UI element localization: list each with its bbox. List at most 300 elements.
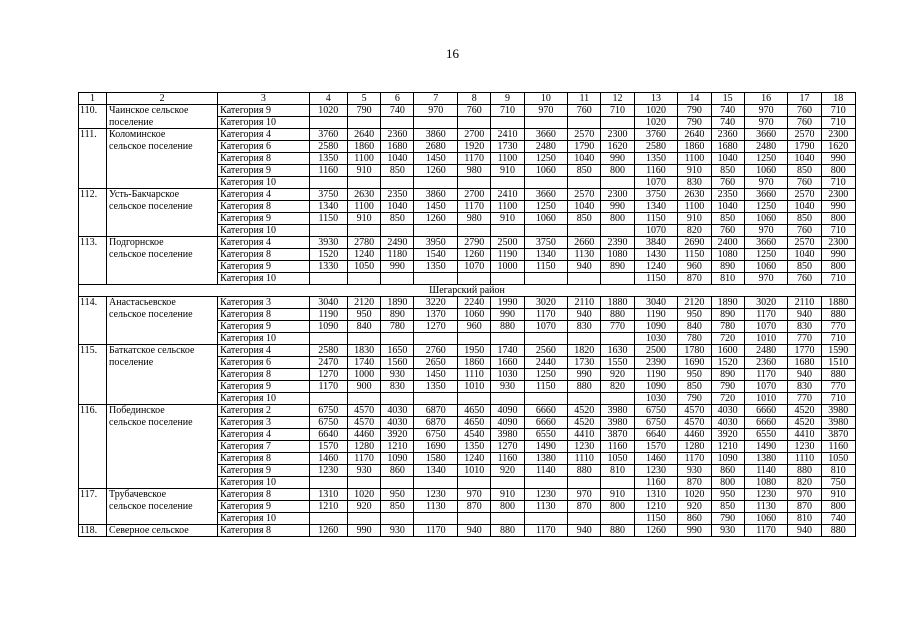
value-cell: 880	[491, 321, 524, 333]
value-cell: 780	[711, 321, 744, 333]
value-cell: 1560	[381, 357, 414, 369]
value-cell: 710	[601, 105, 634, 117]
value-cell: 850	[711, 213, 744, 225]
value-cell	[348, 477, 381, 489]
value-cell: 1380	[744, 453, 788, 465]
value-cell: 1050	[601, 453, 634, 465]
header-cell: 15	[711, 93, 744, 105]
table-row	[79, 309, 856, 321]
value-cell: 790	[348, 105, 381, 117]
value-cell: 1350	[634, 153, 678, 165]
value-cell: 870	[788, 501, 821, 513]
row-number	[79, 357, 107, 369]
value-cell: 2780	[348, 237, 381, 249]
value-cell	[601, 513, 634, 525]
value-cell: 1130	[414, 501, 458, 513]
value-cell: 6640	[309, 429, 347, 441]
value-cell	[348, 513, 381, 525]
value-cell: 1190	[491, 249, 524, 261]
value-cell: 1450	[414, 153, 458, 165]
settlement-name	[107, 225, 218, 237]
value-cell: 990	[601, 153, 634, 165]
value-cell	[601, 225, 634, 237]
value-cell: 3920	[381, 429, 414, 441]
value-cell: 3660	[744, 129, 788, 141]
header-cell: 4	[309, 93, 347, 105]
value-cell: 2650	[414, 357, 458, 369]
value-cell: 1000	[348, 369, 381, 381]
value-cell: 2660	[568, 237, 601, 249]
value-cell: 890	[601, 261, 634, 273]
value-cell: 1350	[458, 441, 491, 453]
value-cell: 4090	[491, 405, 524, 417]
value-cell: 910	[348, 165, 381, 177]
value-cell: 770	[601, 321, 634, 333]
value-cell: 850	[381, 165, 414, 177]
table-row	[79, 453, 856, 465]
value-cell: 760	[568, 105, 601, 117]
value-cell	[524, 177, 568, 189]
value-cell: 1880	[601, 297, 634, 309]
settlement-name: Чаинское сельское	[107, 105, 218, 117]
value-cell: 1090	[381, 453, 414, 465]
value-cell: 950	[381, 489, 414, 501]
table-row	[79, 393, 856, 405]
value-cell: 1350	[414, 261, 458, 273]
value-cell: 940	[568, 309, 601, 321]
table-row	[79, 333, 856, 345]
value-cell: 1340	[414, 465, 458, 477]
value-cell: 760	[788, 273, 821, 285]
value-cell: 4570	[678, 405, 711, 417]
value-cell: 3660	[744, 237, 788, 249]
value-cell: 1230	[568, 441, 601, 453]
value-cell	[601, 117, 634, 129]
value-cell: 1250	[524, 201, 568, 213]
value-cell: 1150	[524, 261, 568, 273]
category-cell: Категория 9	[218, 165, 309, 177]
value-cell: 840	[678, 321, 711, 333]
row-number	[79, 117, 107, 129]
value-cell: 880	[601, 309, 634, 321]
category-cell: Категория 3	[218, 297, 309, 309]
header-cell: 9	[491, 93, 524, 105]
value-cell: 1990	[491, 297, 524, 309]
value-cell: 930	[678, 465, 711, 477]
table-row	[79, 225, 856, 237]
table-row	[79, 465, 856, 477]
value-cell: 1230	[524, 489, 568, 501]
row-number: 114.	[79, 297, 107, 309]
value-cell: 970	[524, 105, 568, 117]
value-cell	[491, 333, 524, 345]
value-cell: 1060	[458, 309, 491, 321]
value-cell: 1040	[568, 153, 601, 165]
value-cell: 990	[348, 525, 381, 537]
row-number	[79, 141, 107, 153]
value-cell: 3020	[744, 297, 788, 309]
value-cell: 1620	[821, 141, 855, 153]
row-number	[79, 261, 107, 273]
value-cell: 990	[568, 369, 601, 381]
value-cell: 1140	[744, 465, 788, 477]
value-cell: 2690	[678, 237, 711, 249]
value-cell: 1150	[634, 213, 678, 225]
value-cell	[601, 333, 634, 345]
value-cell	[491, 513, 524, 525]
value-cell: 880	[568, 381, 601, 393]
value-cell: 880	[491, 525, 524, 537]
category-cell: Категория 9	[218, 321, 309, 333]
value-cell: 910	[678, 213, 711, 225]
value-cell	[348, 117, 381, 129]
value-cell: 1680	[711, 141, 744, 153]
value-cell: 1130	[568, 249, 601, 261]
row-number: 112.	[79, 189, 107, 201]
value-cell: 1160	[634, 165, 678, 177]
value-cell: 3980	[821, 405, 855, 417]
row-number	[79, 201, 107, 213]
value-cell	[491, 177, 524, 189]
value-cell: 760	[788, 225, 821, 237]
value-cell: 740	[711, 105, 744, 117]
value-cell: 1740	[491, 345, 524, 357]
value-cell: 1030	[491, 369, 524, 381]
category-cell: Категория 9	[218, 105, 309, 117]
value-cell: 970	[568, 489, 601, 501]
value-cell	[348, 273, 381, 285]
value-cell: 3950	[414, 237, 458, 249]
value-cell: 770	[821, 381, 855, 393]
value-cell: 710	[821, 177, 855, 189]
value-cell: 880	[788, 465, 821, 477]
value-cell: 760	[788, 117, 821, 129]
value-cell: 1260	[309, 525, 347, 537]
value-cell: 6660	[744, 405, 788, 417]
value-cell: 980	[458, 213, 491, 225]
settlement-name: сельское поселение	[107, 201, 218, 213]
value-cell: 1060	[524, 213, 568, 225]
value-cell: 1280	[348, 441, 381, 453]
value-cell	[458, 513, 491, 525]
header-cell: 14	[678, 93, 711, 105]
value-cell	[381, 225, 414, 237]
value-cell: 2410	[491, 129, 524, 141]
value-cell: 940	[458, 525, 491, 537]
value-cell: 970	[744, 177, 788, 189]
value-cell: 1260	[458, 249, 491, 261]
header-cell: 7	[414, 93, 458, 105]
category-cell: Категория 4	[218, 189, 309, 201]
value-cell	[524, 273, 568, 285]
value-cell: 930	[491, 381, 524, 393]
row-number	[79, 177, 107, 189]
value-cell	[458, 273, 491, 285]
value-cell: 1110	[788, 453, 821, 465]
value-cell: 1570	[309, 441, 347, 453]
value-cell: 2500	[634, 345, 678, 357]
value-cell: 810	[788, 513, 821, 525]
value-cell: 1170	[744, 309, 788, 321]
value-cell: 4650	[458, 405, 491, 417]
row-number: 111.	[79, 129, 107, 141]
header-cell: 2	[107, 93, 218, 105]
value-cell: 1860	[348, 141, 381, 153]
settlement-name: сельское поселение	[107, 141, 218, 153]
value-cell: 4570	[348, 417, 381, 429]
value-cell: 840	[348, 321, 381, 333]
value-cell: 780	[381, 321, 414, 333]
value-cell: 2360	[744, 357, 788, 369]
value-cell	[524, 393, 568, 405]
value-cell: 1020	[678, 489, 711, 501]
value-cell: 890	[381, 309, 414, 321]
value-cell	[524, 225, 568, 237]
value-cell: 720	[711, 333, 744, 345]
value-cell: 1620	[601, 141, 634, 153]
category-cell: Категория 2	[218, 405, 309, 417]
value-cell: 4570	[348, 405, 381, 417]
value-cell: 800	[711, 477, 744, 489]
value-cell	[414, 477, 458, 489]
category-cell: Категория 9	[218, 261, 309, 273]
value-cell: 1170	[524, 309, 568, 321]
value-cell: 4410	[788, 429, 821, 441]
value-cell: 710	[821, 117, 855, 129]
settlement-name	[107, 429, 218, 441]
value-cell: 740	[821, 513, 855, 525]
settlement-name: Трубачевское	[107, 489, 218, 501]
table-row	[79, 237, 856, 249]
value-cell: 6750	[309, 405, 347, 417]
settlement-name: сельское поселение	[107, 309, 218, 321]
table-row	[79, 189, 856, 201]
value-cell: 1190	[634, 369, 678, 381]
value-cell: 710	[821, 393, 855, 405]
value-cell: 1020	[634, 105, 678, 117]
value-cell: 1450	[414, 201, 458, 213]
value-cell: 3760	[309, 129, 347, 141]
table-row	[79, 417, 856, 429]
value-cell: 990	[491, 309, 524, 321]
header-cell: 18	[821, 93, 855, 105]
value-cell	[524, 477, 568, 489]
value-cell	[458, 333, 491, 345]
header-cell: 3	[218, 93, 309, 105]
value-cell	[568, 117, 601, 129]
value-cell: 950	[678, 369, 711, 381]
value-cell: 1170	[309, 381, 347, 393]
value-cell	[568, 477, 601, 489]
value-cell	[381, 513, 414, 525]
value-cell: 1770	[788, 345, 821, 357]
value-cell	[414, 177, 458, 189]
value-cell: 2490	[381, 237, 414, 249]
value-cell: 1490	[744, 441, 788, 453]
table-row	[79, 321, 856, 333]
value-cell: 1070	[744, 381, 788, 393]
value-cell: 1040	[788, 249, 821, 261]
value-cell: 1830	[348, 345, 381, 357]
value-cell: 760	[788, 105, 821, 117]
value-cell: 1130	[524, 501, 568, 513]
value-cell: 2300	[821, 189, 855, 201]
value-cell: 910	[491, 489, 524, 501]
value-cell: 3930	[309, 237, 347, 249]
value-cell	[458, 477, 491, 489]
value-cell: 2240	[458, 297, 491, 309]
value-cell: 1920	[458, 141, 491, 153]
value-cell: 990	[381, 261, 414, 273]
value-cell: 1090	[711, 453, 744, 465]
table-row	[79, 525, 856, 537]
value-cell: 1110	[568, 453, 601, 465]
settlement-name	[107, 261, 218, 273]
value-cell: 1040	[711, 153, 744, 165]
value-cell	[414, 225, 458, 237]
value-cell: 1240	[458, 453, 491, 465]
value-cell: 4090	[491, 417, 524, 429]
table-body	[79, 93, 856, 537]
value-cell	[568, 393, 601, 405]
value-cell: 1150	[309, 213, 347, 225]
value-cell: 1190	[309, 309, 347, 321]
value-cell: 6660	[524, 405, 568, 417]
value-cell: 1240	[634, 261, 678, 273]
settlement-name	[107, 393, 218, 405]
value-cell: 910	[491, 213, 524, 225]
row-number: 116.	[79, 405, 107, 417]
value-cell: 1150	[678, 249, 711, 261]
value-cell: 1190	[634, 309, 678, 321]
value-cell: 6870	[414, 405, 458, 417]
category-cell: Категория 8	[218, 525, 309, 537]
value-cell: 3840	[634, 237, 678, 249]
value-cell: 940	[788, 309, 821, 321]
value-cell: 4520	[568, 417, 601, 429]
value-cell: 1430	[634, 249, 678, 261]
value-cell: 920	[491, 465, 524, 477]
value-cell: 1740	[348, 357, 381, 369]
value-cell: 1060	[744, 213, 788, 225]
value-cell: 780	[678, 333, 711, 345]
value-cell: 2700	[458, 189, 491, 201]
value-cell: 1490	[524, 441, 568, 453]
value-cell: 4520	[788, 417, 821, 429]
category-cell: Категория 8	[218, 309, 309, 321]
category-cell: Категория 10	[218, 393, 309, 405]
value-cell: 920	[348, 501, 381, 513]
header-cell: 8	[458, 93, 491, 105]
value-cell: 1450	[414, 369, 458, 381]
value-cell: 1250	[744, 249, 788, 261]
value-cell: 970	[744, 117, 788, 129]
value-cell: 2300	[601, 129, 634, 141]
value-cell: 2110	[568, 297, 601, 309]
value-cell: 1270	[309, 369, 347, 381]
category-cell: Категория 8	[218, 369, 309, 381]
value-cell: 2630	[348, 189, 381, 201]
value-cell: 850	[381, 501, 414, 513]
value-cell: 820	[678, 225, 711, 237]
value-cell: 3860	[414, 189, 458, 201]
value-cell: 2300	[821, 237, 855, 249]
value-cell: 2350	[711, 189, 744, 201]
value-cell: 790	[711, 513, 744, 525]
settlement-name	[107, 273, 218, 285]
settlement-name: Северное сельское	[107, 525, 218, 537]
value-cell: 1100	[348, 153, 381, 165]
value-cell: 910	[491, 165, 524, 177]
value-cell	[601, 477, 634, 489]
row-number	[79, 417, 107, 429]
row-number	[79, 249, 107, 261]
value-cell: 1250	[744, 153, 788, 165]
value-cell: 1170	[458, 201, 491, 213]
table-row	[79, 261, 856, 273]
value-cell: 1160	[309, 165, 347, 177]
value-cell	[491, 477, 524, 489]
value-cell	[458, 117, 491, 129]
value-cell	[309, 177, 347, 189]
value-cell: 1170	[744, 369, 788, 381]
value-cell: 910	[678, 165, 711, 177]
value-cell: 1260	[414, 165, 458, 177]
value-cell: 1340	[634, 201, 678, 213]
settlement-name: поселение	[107, 357, 218, 369]
tariff-table	[78, 92, 856, 537]
value-cell: 2560	[524, 345, 568, 357]
category-cell: Категория 9	[218, 465, 309, 477]
settlement-name	[107, 165, 218, 177]
value-cell: 1090	[634, 321, 678, 333]
settlement-name	[107, 321, 218, 333]
value-cell: 1040	[568, 201, 601, 213]
value-cell: 1000	[491, 261, 524, 273]
table-row	[79, 141, 856, 153]
value-cell	[348, 393, 381, 405]
table-row	[79, 213, 856, 225]
value-cell: 720	[711, 393, 744, 405]
value-cell	[458, 393, 491, 405]
value-cell: 1260	[414, 213, 458, 225]
settlement-name	[107, 369, 218, 381]
value-cell: 990	[821, 201, 855, 213]
value-cell: 1090	[309, 321, 347, 333]
value-cell	[601, 177, 634, 189]
table-row	[79, 345, 856, 357]
value-cell: 1160	[634, 477, 678, 489]
value-cell: 1600	[711, 345, 744, 357]
value-cell	[309, 333, 347, 345]
row-number	[79, 453, 107, 465]
category-cell: Категория 4	[218, 429, 309, 441]
value-cell: 6750	[414, 429, 458, 441]
row-number	[79, 465, 107, 477]
value-cell: 4030	[711, 417, 744, 429]
settlement-name	[107, 213, 218, 225]
value-cell: 1460	[309, 453, 347, 465]
value-cell: 760	[458, 105, 491, 117]
value-cell: 2440	[524, 357, 568, 369]
value-cell	[348, 177, 381, 189]
row-number: 110.	[79, 105, 107, 117]
row-number	[79, 273, 107, 285]
settlement-name: сельское поселение	[107, 501, 218, 513]
value-cell	[491, 117, 524, 129]
value-cell: 1790	[788, 141, 821, 153]
value-cell: 6750	[634, 405, 678, 417]
